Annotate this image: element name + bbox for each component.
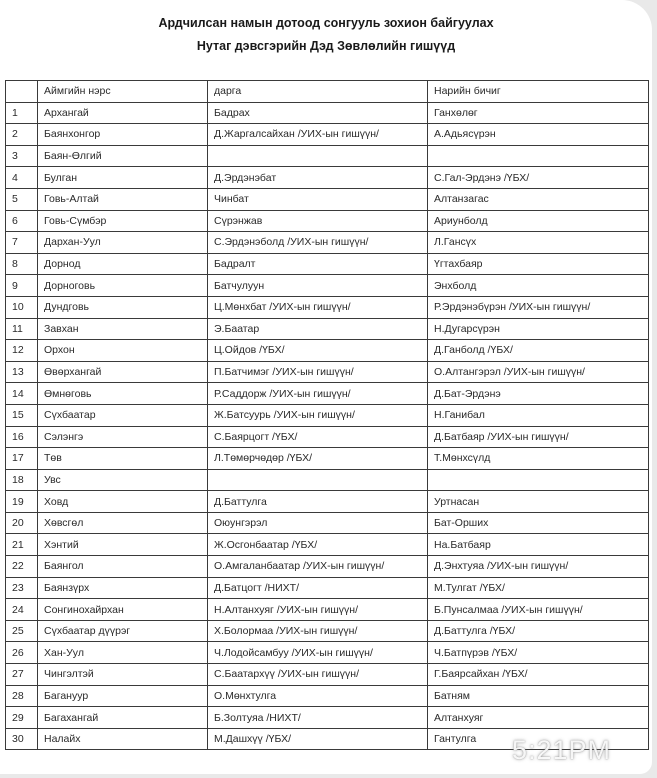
chairman-cell: Д.Баттулга xyxy=(208,491,428,513)
council-members-table xyxy=(5,80,649,750)
aimag-name-cell: Багануур xyxy=(38,685,208,707)
chairman-cell: Ж.Осгонбаатар /ҮБХ/ xyxy=(208,534,428,556)
chairman-cell: Л.Төмөрчөдөр /ҮБХ/ xyxy=(208,448,428,470)
chairman-cell: С.Эрдэнэболд /УИХ-ын гишүүн/ xyxy=(208,232,428,254)
chairman-cell: Ц.Ойдов /ҮБХ/ xyxy=(208,340,428,362)
secretary-cell: Д.Батбаяр /УИХ-ын гишүүн/ xyxy=(428,426,649,448)
row-number: 10 xyxy=(6,296,38,318)
table-row xyxy=(6,426,649,448)
secretary-cell: А.Адьясүрэн xyxy=(428,124,649,146)
aimag-name-cell: Хан-Уул xyxy=(38,642,208,664)
chairman-cell xyxy=(208,469,428,491)
chairman-cell: Ч.Лодойсамбуу /УИХ-ын гишүүн/ xyxy=(208,642,428,664)
secretary-cell: Бат-Орших xyxy=(428,512,649,534)
aimag-name-cell: Орхон xyxy=(38,340,208,362)
document-subtitle: Нутаг дэвсгэрийн Дэд Зөвлөлийн гишүүд xyxy=(196,39,456,53)
timestamp-watermark: 5:21PM xyxy=(512,735,612,765)
row-number: 11 xyxy=(6,318,38,340)
chairman-cell: Х.Болормаа /УИХ-ын гишүүн/ xyxy=(208,620,428,642)
chairman-cell: Чинбат xyxy=(208,188,428,210)
table-row xyxy=(6,556,649,578)
aimag-name-cell: Дундговь xyxy=(38,296,208,318)
row-number: 5 xyxy=(6,188,38,210)
secretary-cell: Гантулга xyxy=(428,728,649,750)
aimag-name-cell: Чингэлтэй xyxy=(38,664,208,686)
aimag-name-cell: Өмнөговь xyxy=(38,383,208,405)
row-number: 27 xyxy=(6,664,38,686)
chairman-cell xyxy=(208,145,428,167)
header-number xyxy=(6,81,38,103)
aimag-name-cell: Дархан-Уул xyxy=(38,232,208,254)
row-number: 3 xyxy=(6,145,38,167)
table-row xyxy=(6,685,649,707)
secretary-cell: Батням xyxy=(428,685,649,707)
aimag-name-cell: Өвөрхангай xyxy=(38,361,208,383)
aimag-name-cell: Дорнод xyxy=(38,253,208,275)
row-number: 21 xyxy=(6,534,38,556)
row-number: 13 xyxy=(6,361,38,383)
row-number: 24 xyxy=(6,599,38,621)
table-row xyxy=(6,599,649,621)
aimag-name-cell: Сэлэнгэ xyxy=(38,426,208,448)
chairman-cell: Б.Золтуяа /НИХТ/ xyxy=(208,707,428,729)
row-number: 14 xyxy=(6,383,38,405)
aimag-name-cell: Сүхбаатар дүүрэг xyxy=(38,620,208,642)
table-row xyxy=(6,642,649,664)
aimag-name-cell: Баянгол xyxy=(38,556,208,578)
secretary-cell xyxy=(428,469,649,491)
row-number: 1 xyxy=(6,102,38,124)
row-number: 12 xyxy=(6,340,38,362)
secretary-cell: Ганхөлөг xyxy=(428,102,649,124)
chairman-cell: Ж.Батсуурь /УИХ-ын гишүүн/ xyxy=(208,404,428,426)
row-number: 4 xyxy=(6,167,38,189)
chairman-cell: Д.Жаргалсайхан /УИХ-ын гишүүн/ xyxy=(208,124,428,146)
aimag-name-cell: Баян-Өлгий xyxy=(38,145,208,167)
chairman-cell: Д.Эрдэнэбат xyxy=(208,167,428,189)
aimag-name-cell: Сонгинохайрхан xyxy=(38,599,208,621)
row-number: 22 xyxy=(6,556,38,578)
chairman-cell: Оюунгэрэл xyxy=(208,512,428,534)
aimag-name-cell: Баянхонгор xyxy=(38,124,208,146)
secretary-cell: Р.Эрдэнэбүрэн /УИХ-ын гишүүн/ xyxy=(428,296,649,318)
aimag-name-cell: Хэнтий xyxy=(38,534,208,556)
table-row xyxy=(6,318,649,340)
document-title: Ардчилсан намын дотоод сонгууль зохион байгуулах xyxy=(158,16,494,30)
aimag-name-cell: Багахангай xyxy=(38,707,208,729)
table-row xyxy=(6,145,649,167)
table-row xyxy=(6,253,649,275)
row-number: 25 xyxy=(6,620,38,642)
aimag-name-cell: Төв xyxy=(38,448,208,470)
aimag-name-cell: Дорноговь xyxy=(38,275,208,297)
table-row xyxy=(6,361,649,383)
table-row xyxy=(6,383,649,405)
secretary-cell: Д.Ганболд /ҮБХ/ xyxy=(428,340,649,362)
secretary-cell: М.Тулгат /ҮБХ/ xyxy=(428,577,649,599)
row-number: 8 xyxy=(6,253,38,275)
secretary-cell: На.Батбаяр xyxy=(428,534,649,556)
chairman-cell: П.Батчимэг /УИХ-ын гишүүн/ xyxy=(208,361,428,383)
secretary-cell: О.Алтангэрэл /УИХ-ын гишүүн/ xyxy=(428,361,649,383)
table-row xyxy=(6,102,649,124)
chairman-cell: Э.Баатар xyxy=(208,318,428,340)
table-row xyxy=(6,404,649,426)
chairman-cell: Сүрэнжав xyxy=(208,210,428,232)
chairman-cell: О.Амгаланбаатар /УИХ-ын гишүүн/ xyxy=(208,556,428,578)
row-number: 23 xyxy=(6,577,38,599)
chairman-cell: О.Мөнхтулга xyxy=(208,685,428,707)
chairman-cell: Бадралт xyxy=(208,253,428,275)
header-chairman: дарга xyxy=(208,81,428,103)
chairman-cell: Д.Батцогт /НИХТ/ xyxy=(208,577,428,599)
table-row xyxy=(6,469,649,491)
secretary-cell: Д.Энхтуяа /УИХ-ын гишүүн/ xyxy=(428,556,649,578)
table-row xyxy=(6,707,649,729)
secretary-cell: Н.Дугарсүрэн xyxy=(428,318,649,340)
aimag-name-cell: Налайх xyxy=(38,728,208,750)
table-row xyxy=(6,210,649,232)
table-row xyxy=(6,340,649,362)
table-row xyxy=(6,275,649,297)
table-header-row xyxy=(6,81,649,103)
table-row xyxy=(6,620,649,642)
row-number: 20 xyxy=(6,512,38,534)
secretary-cell: Д.Бат-Эрдэнэ xyxy=(428,383,649,405)
table-row xyxy=(6,664,649,686)
aimag-name-cell: Баянзүрх xyxy=(38,577,208,599)
table-row xyxy=(6,577,649,599)
row-number: 28 xyxy=(6,685,38,707)
table-row xyxy=(6,188,649,210)
table-row xyxy=(6,491,649,513)
row-number: 15 xyxy=(6,404,38,426)
aimag-name-cell: Говь-Сүмбэр xyxy=(38,210,208,232)
row-number: 30 xyxy=(6,728,38,750)
table-row xyxy=(6,512,649,534)
aimag-name-cell: Завхан xyxy=(38,318,208,340)
table-row xyxy=(6,232,649,254)
secretary-cell: С.Гал-Эрдэнэ /ҮБХ/ xyxy=(428,167,649,189)
chairman-cell: Ц.Мөнхбат /УИХ-ын гишүүн/ xyxy=(208,296,428,318)
header-secretary: Нарийн бичиг xyxy=(428,81,649,103)
row-number: 19 xyxy=(6,491,38,513)
row-number: 29 xyxy=(6,707,38,729)
aimag-name-cell: Хөвсгөл xyxy=(38,512,208,534)
table-row xyxy=(6,534,649,556)
secretary-cell: Ч.Батпүрэв /ҮБХ/ xyxy=(428,642,649,664)
secretary-cell xyxy=(428,145,649,167)
chairman-cell: С.Баатархүү /УИХ-ын гишүүн/ xyxy=(208,664,428,686)
chairman-cell: Батчулуун xyxy=(208,275,428,297)
secretary-cell: Ариунболд xyxy=(428,210,649,232)
row-number: 9 xyxy=(6,275,38,297)
secretary-cell: Алтанзагас xyxy=(428,188,649,210)
aimag-name-cell: Ховд xyxy=(38,491,208,513)
chairman-cell: Бадрах xyxy=(208,102,428,124)
secretary-cell: Энхболд xyxy=(428,275,649,297)
secretary-cell: Т.Мөнхсүлд xyxy=(428,448,649,470)
row-number: 7 xyxy=(6,232,38,254)
chairman-cell: М.Дашхүү /ҮБХ/ xyxy=(208,728,428,750)
table-row xyxy=(6,296,649,318)
secretary-cell: Б.Пунсалмаа /УИХ-ын гишүүн/ xyxy=(428,599,649,621)
secretary-cell: Алтанхуяг xyxy=(428,707,649,729)
aimag-name-cell: Говь-Алтай xyxy=(38,188,208,210)
table-row xyxy=(6,448,649,470)
chairman-cell: Р.Саддорж /УИХ-ын гишүүн/ xyxy=(208,383,428,405)
secretary-cell: Д.Баттулга /ҮБХ/ xyxy=(428,620,649,642)
aimag-name-cell: Увс xyxy=(38,469,208,491)
secretary-cell: Уртнасан xyxy=(428,491,649,513)
table-row xyxy=(6,124,649,146)
secretary-cell: Н.Ганибал xyxy=(428,404,649,426)
table-row xyxy=(6,167,649,189)
row-number: 18 xyxy=(6,469,38,491)
chairman-cell: Н.Алтанхуяг /УИХ-ын гишүүн/ xyxy=(208,599,428,621)
aimag-name-cell: Архангай xyxy=(38,102,208,124)
aimag-name-cell: Сүхбаатар xyxy=(38,404,208,426)
row-number: 17 xyxy=(6,448,38,470)
chairman-cell: С.Баярцогт /ҮБХ/ xyxy=(208,426,428,448)
secretary-cell: Үгтахбаяр xyxy=(428,253,649,275)
header-aimag-name: Аймгийн нэрс xyxy=(38,81,208,103)
row-number: 2 xyxy=(6,124,38,146)
row-number: 16 xyxy=(6,426,38,448)
row-number: 26 xyxy=(6,642,38,664)
secretary-cell: Л.Гансүх xyxy=(428,232,649,254)
aimag-name-cell: Булган xyxy=(38,167,208,189)
secretary-cell: Г.Баярсайхан /ҮБХ/ xyxy=(428,664,649,686)
row-number: 6 xyxy=(6,210,38,232)
